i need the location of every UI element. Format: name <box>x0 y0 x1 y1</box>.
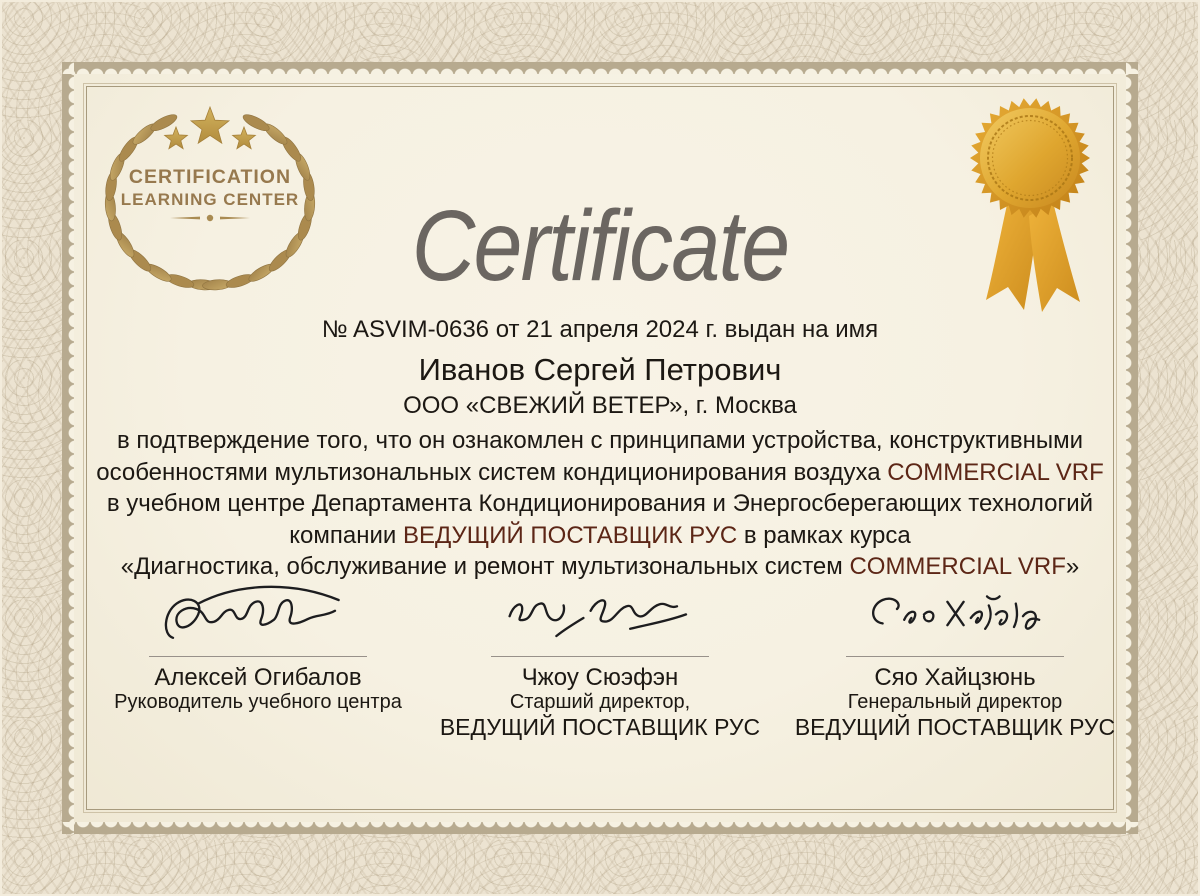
logo-line1: CERTIFICATION <box>128 166 292 188</box>
signature-block <box>93 582 423 714</box>
three-stars-icon <box>165 107 256 149</box>
body-text: особенностями мультизональных систем кондиционирования воздуха <box>96 458 888 486</box>
highlighted-course-text: ВЕДУЩИЙ ПОСТАВЩИК РУС <box>402 521 738 549</box>
signer-name: Сяо Хайцзюнь <box>874 664 1036 691</box>
signer-role: Руководитель учебного центра <box>114 691 402 713</box>
highlighted-course-text: COMMERCIAL VRF <box>887 458 1104 486</box>
body-line <box>90 551 1110 583</box>
signer-name: Алексей Огибалов <box>154 664 362 691</box>
body-text: в учебном центре Департамента Кондиционирования и Энергосберегающих технологий <box>106 490 1094 517</box>
handwritten-signature-icon <box>146 582 371 654</box>
star-icon <box>191 107 229 143</box>
body-text: в подтверждение того, что он ознакомлен с принципами устройства, конструктивными <box>116 427 1084 454</box>
signature-block <box>435 582 765 740</box>
signer-role: Генеральный директор <box>847 691 1063 713</box>
recipient-name: Иванов Сергей Петрович <box>418 352 782 387</box>
star-icon <box>165 127 188 149</box>
body-text: «Диагностика, обслуживание и ремонт мультизональных систем <box>120 553 850 580</box>
logo-line2: LEARNING CENTER <box>120 190 300 209</box>
body-line <box>90 425 1110 457</box>
certificate-title: Certificate <box>411 190 789 302</box>
body-line <box>90 520 1110 552</box>
body-text: компании <box>289 521 403 549</box>
body-line <box>90 457 1110 489</box>
signatures-row <box>0 582 1200 762</box>
star-icon <box>233 127 256 149</box>
recipient-company: ООО «СВЕЖИЙ ВЕТЕР», г. Москва <box>403 392 797 419</box>
body-text: в рамках курса <box>737 521 911 549</box>
signature-block <box>790 582 1120 740</box>
signer-role: Старший директор, <box>509 691 691 713</box>
highlighted-course-text: COMMERCIAL VRF <box>849 553 1066 580</box>
body-text: » <box>1065 553 1080 580</box>
signer-organization: ВЕДУЩИЙ ПОСТАВЩИК РУС <box>439 714 761 740</box>
scallop-edge-bottom <box>62 822 1138 834</box>
signer-name: Чжоу Сюэфэн <box>521 664 679 691</box>
signature-divider <box>491 656 709 657</box>
signature-divider <box>846 656 1064 657</box>
signer-organization: ВЕДУЩИЙ ПОСТАВЩИК РУС <box>794 714 1116 740</box>
handwritten-signature-icon <box>843 582 1068 654</box>
signature-divider <box>149 656 367 657</box>
certificate-body-paragraph <box>90 425 1110 583</box>
issue-line: № ASVIM-0636 от 21 апреля 2024 г. выдан на имя <box>321 316 879 343</box>
body-line <box>90 488 1110 520</box>
scallop-edge-top <box>62 62 1138 74</box>
handwritten-signature-icon <box>488 582 713 654</box>
